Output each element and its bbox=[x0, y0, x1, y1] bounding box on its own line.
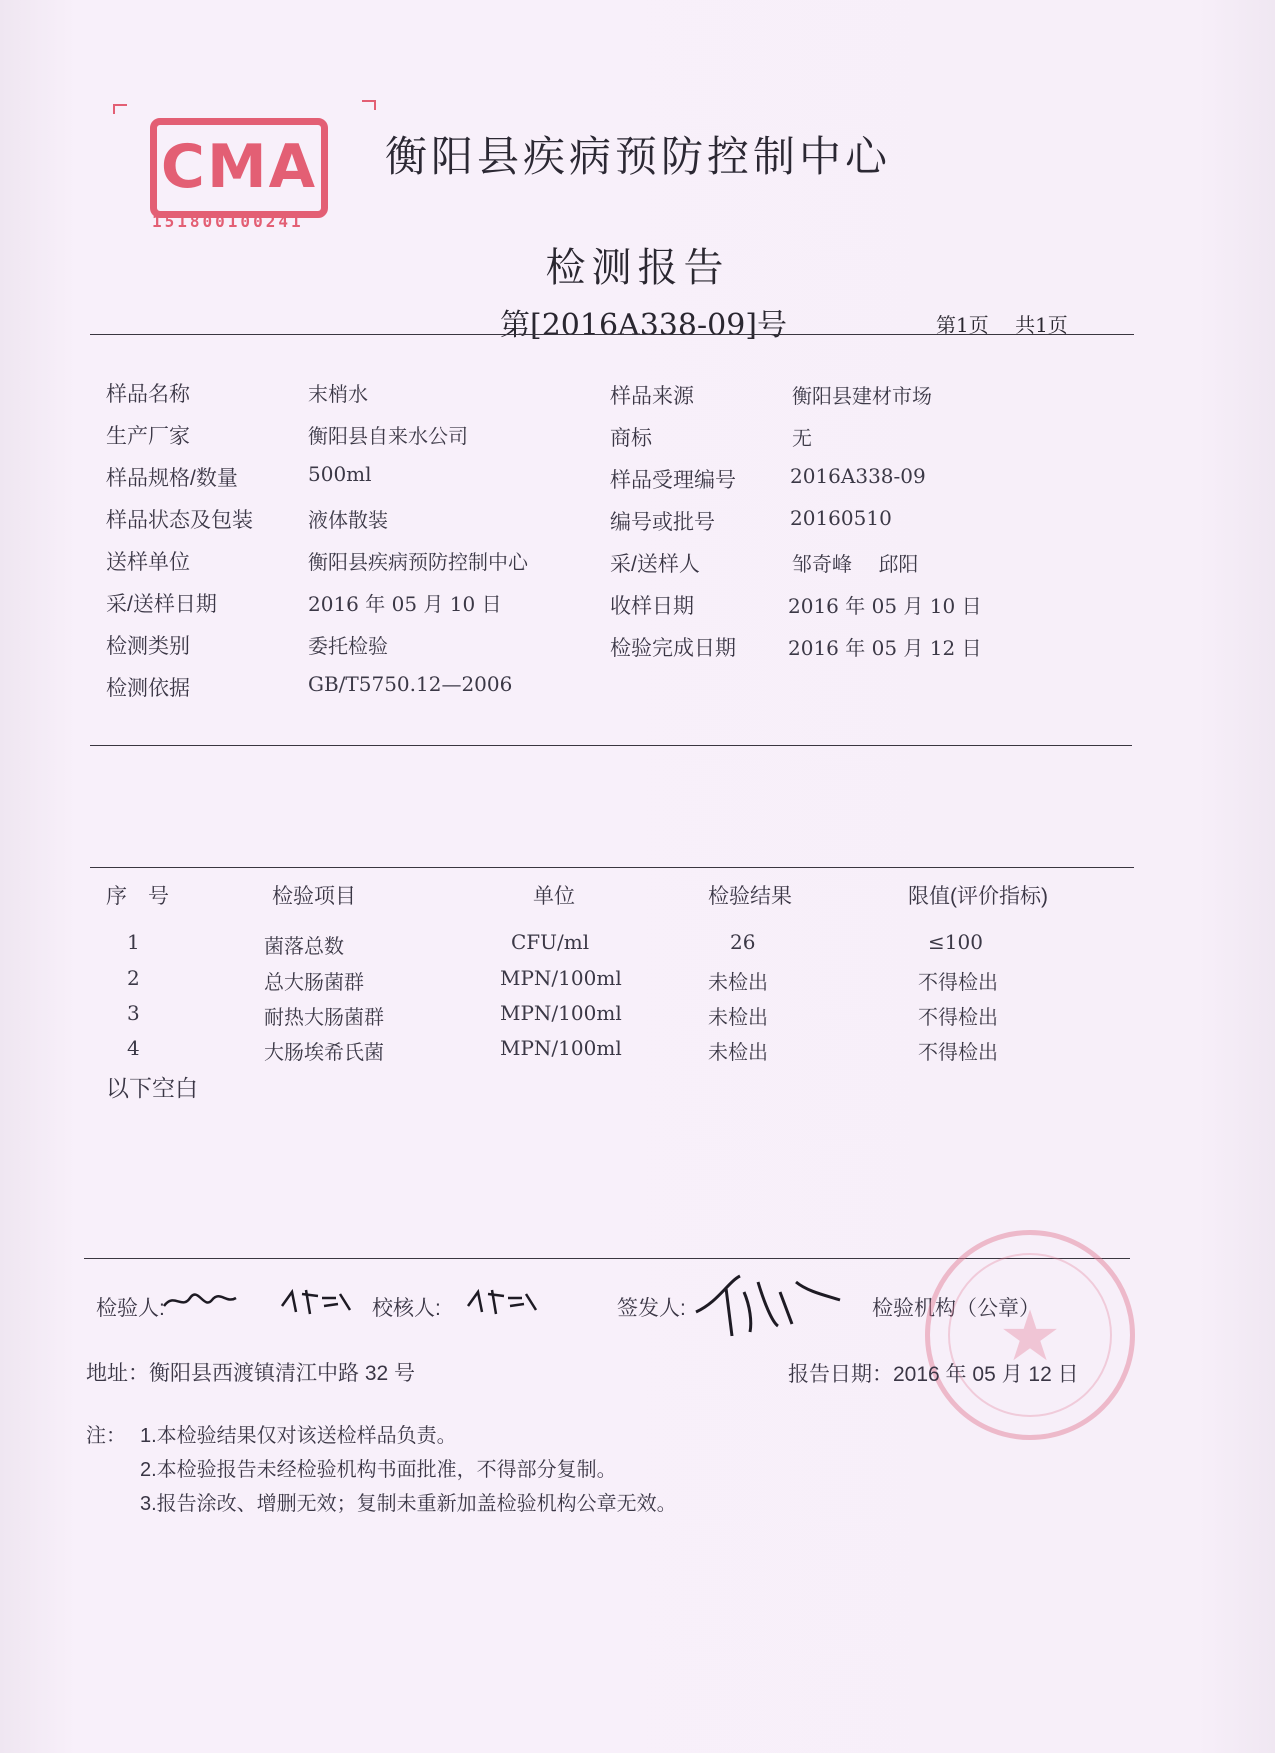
inspector-signature-2 bbox=[278, 1284, 358, 1320]
table-header: 检验项目 bbox=[272, 885, 356, 908]
cma-logo-text: CMA bbox=[160, 132, 318, 202]
field-label: 样品状态及包装 bbox=[106, 509, 253, 532]
inspector-label: 检验人: bbox=[96, 1297, 165, 1320]
reviewer-label: 校核人: bbox=[372, 1297, 441, 1320]
field-value: 2016 年 05 月 10 日 bbox=[788, 594, 982, 618]
limit: ≤100 bbox=[928, 930, 983, 954]
limit: 不得检出 bbox=[918, 1040, 998, 1064]
institution-seal bbox=[925, 1230, 1135, 1440]
issuer-label: 签发人: bbox=[617, 1297, 686, 1320]
limit: 不得检出 bbox=[918, 970, 998, 994]
field-label: 生产厂家 bbox=[106, 425, 190, 448]
stamp-corner bbox=[113, 104, 127, 114]
field-value: 末梢水 bbox=[308, 382, 368, 406]
field-value: 2016 年 05 月 10 日 bbox=[308, 592, 502, 616]
page-info: 第1页 共1页 bbox=[936, 313, 1068, 337]
notes-prefix: 注： bbox=[86, 1425, 126, 1447]
field-label: 收样日期 bbox=[610, 595, 694, 618]
field-value: 衡阳县疾病预防控制中心 bbox=[308, 550, 528, 574]
row-index: 3 bbox=[127, 1001, 140, 1025]
table-top-rule bbox=[90, 867, 1134, 868]
field-value: GB/T5750.12—2006 bbox=[308, 672, 513, 696]
result: 未检出 bbox=[708, 1040, 768, 1064]
limit: 不得检出 bbox=[918, 1005, 998, 1029]
header-divider bbox=[90, 334, 1134, 335]
blank-below-note: 以下空白 bbox=[106, 1075, 198, 1101]
organization-name: 衡阳县疾病预防控制中心 bbox=[385, 132, 892, 181]
unit: MPN/100ml bbox=[500, 966, 622, 990]
stamp-corner bbox=[362, 100, 376, 110]
field-value: 20160510 bbox=[790, 506, 892, 530]
reviewer-signature bbox=[464, 1284, 544, 1320]
cma-code: 151800100241 bbox=[152, 212, 304, 231]
field-value: 衡阳县建材市场 bbox=[792, 384, 932, 408]
address: 地址：衡阳县西渡镇清江中路 32 号 bbox=[86, 1362, 416, 1385]
star-icon: ★ bbox=[998, 1295, 1062, 1377]
unit: MPN/100ml bbox=[500, 1001, 622, 1025]
field-label: 样品受理编号 bbox=[610, 469, 736, 492]
field-value: 2016 年 05 月 12 日 bbox=[788, 636, 982, 660]
field-value: 2016A338-09 bbox=[790, 464, 926, 488]
table-header: 单位 bbox=[533, 885, 575, 908]
table-header: 限值(评价指标) bbox=[908, 885, 1048, 908]
note-item: 1.本检验结果仅对该送检样品负责。 bbox=[140, 1425, 457, 1447]
test-item: 菌落总数 bbox=[264, 934, 344, 958]
row-index: 4 bbox=[127, 1036, 140, 1060]
table-header: 序 号 bbox=[106, 885, 169, 908]
report-date: 报告日期：2016 年 05 月 12 日 bbox=[788, 1363, 1079, 1386]
result: 26 bbox=[730, 930, 756, 954]
inspector-signature bbox=[160, 1280, 240, 1320]
field-value: 衡阳县自来水公司 bbox=[308, 424, 468, 448]
field-label: 采/送样日期 bbox=[106, 593, 217, 616]
row-index: 1 bbox=[127, 930, 140, 954]
result: 未检出 bbox=[708, 970, 768, 994]
field-value: 无 bbox=[792, 426, 812, 450]
field-label: 商标 bbox=[610, 427, 652, 450]
field-label: 样品名称 bbox=[106, 383, 190, 406]
result: 未检出 bbox=[708, 1005, 768, 1029]
issuer-signature bbox=[688, 1262, 848, 1342]
test-item: 耐热大肠菌群 bbox=[264, 1005, 384, 1029]
field-value: 500ml bbox=[308, 462, 372, 486]
document-title: 检测报告 bbox=[545, 245, 730, 291]
unit: MPN/100ml bbox=[500, 1036, 622, 1060]
field-value: 委托检验 bbox=[308, 634, 388, 658]
field-label: 编号或批号 bbox=[610, 511, 715, 534]
field-value: 液体散装 bbox=[308, 508, 388, 532]
test-item: 大肠埃希氏菌 bbox=[264, 1040, 384, 1064]
note-item: 3.报告涂改、增删无效；复制未重新加盖检验机构公章无效。 bbox=[140, 1493, 677, 1515]
field-label: 样品来源 bbox=[610, 385, 694, 408]
table-header: 检验结果 bbox=[708, 885, 792, 908]
row-index: 2 bbox=[127, 966, 140, 990]
test-item: 总大肠菌群 bbox=[264, 970, 364, 994]
field-label: 样品规格/数量 bbox=[106, 467, 238, 490]
field-label: 送样单位 bbox=[106, 551, 190, 574]
note-item: 2.本检验报告未经检验机构书面批准，不得部分复制。 bbox=[140, 1459, 617, 1481]
field-label: 检验完成日期 bbox=[610, 637, 736, 660]
field-label: 检测类别 bbox=[106, 635, 190, 658]
field-label: 检测依据 bbox=[106, 677, 190, 700]
unit: CFU/ml bbox=[511, 930, 590, 954]
field-value: 邹奇峰 邱阳 bbox=[792, 552, 919, 576]
field-label: 采/送样人 bbox=[610, 553, 700, 576]
institution-seal-label: 检验机构（公章） bbox=[872, 1297, 1040, 1320]
section-divider bbox=[90, 745, 1132, 746]
cma-logo bbox=[150, 118, 328, 218]
report-number: 第[2016A338-09]号 bbox=[500, 308, 787, 343]
